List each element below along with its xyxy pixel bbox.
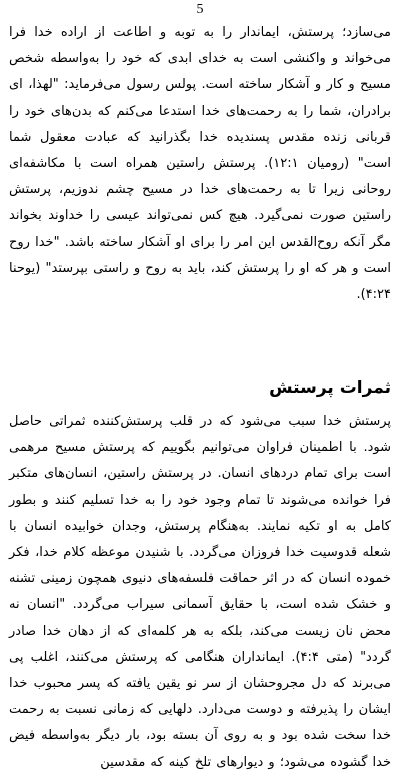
body-paragraph: پرستش خدا سبب می‌شود که در قلب پرستش‌کننده ثمراتی حاصل شود. با اطمینان فراوان می‌توانیم بگوییم که پرستش مسیح مرهمی است برای تمام دردهای انسان. در پرستش راستین، انسان‌های متکبر فرا خوانده می‌شوند تا تمام وجود خود را به خدا تسلیم کنند و بطور کامل به او تکیه نمایند. به‌هنگام پرستش، وجدان خوابیده انسان با شعله قدوسیت خدا فروزان می‌گردد. با شنیدن موعظه کلام خدا، فکر خموده انسان که در اثر حماقت فلسفه‌های دنیوی همچون زمینی تشنه و خشک شده است، با حقایق آسمانی سیراب می‌گردد. "انسان نه محض نان زیست می‌کند، بلکه به هر کلمه‌ای که از دهان خدا صادر گردد" (متی ۴:۴). ایمانداران هنگامی که پرستش می‌کنند، اغلب پی می‌برند که دل مجروحشان از سر نو یقین یافته که پسر محبوب خدا ایشان را پذیرفته و دوست می‌دارد. دلهایی که زمانی نسبت به رحمت خدا سخت شده بود و به روی آن بسته بود، بار دیگر به‌واسطه فیض خدا گشوده می‌شود؛ و دیوارهای تلخ کینه که مقدسین [9,414,391,770]
body-paragraph: می‌سازد؛ پرستش، ایماندار را به توبه و اطاعت از اراده خدا فرا می‌خواند و واکنشی است به خدای ابدی که خود را به‌واسطه شخص مسیح و کار و آشکار ساخته است. پولس رسول می‌فرماید: "لهذا، ای برادران، شما را به رحمت‌های خدا استدعا می‌کنم که بدن‌های خود را قربانی زنده مقدس پسندیده خدا بگذرانید که عبادت معقول شما است" (رومیان ۱۲:۱). پرستش راستین همراه است با مکاشفه‌ای روحانی زیرا تا به رحمت‌های خدا در مسیح چشم ندوزیم، پرستش راستین صورت نمی‌گیرد. هیچ کس نمی‌تواند عیسی را خداوند بخواند مگر آنکه روح‌القدس این امر را برای او آشکار ساخته باشد. "خدا روح است و هر که او را پرستش کند، باید به روح و راستی بپرستد" (یوحنا ۴:۲۴). [9,25,391,303]
section-heading: ثمرات پرستش [269,378,391,398]
page-number: 5 [196,2,204,17]
